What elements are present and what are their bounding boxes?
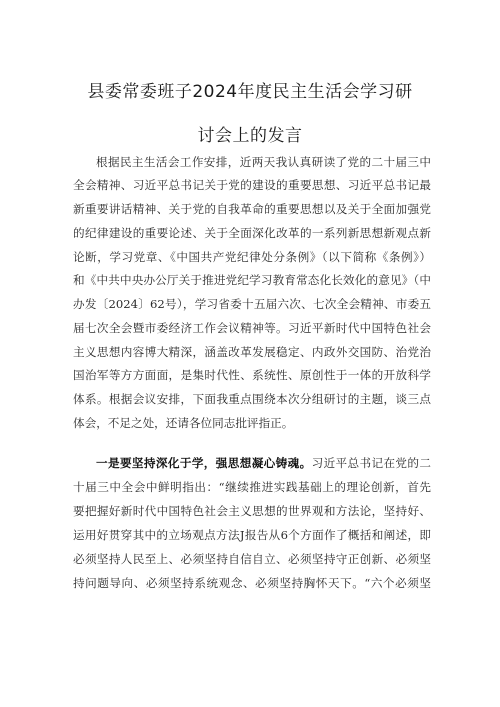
paragraph-1-line-11: 体系。根据会议安排，下面我重点围绕本次分组研讨的主题，谈三点	[73, 392, 431, 406]
paragraph-1-line-5: 论断，学习党章、《中国共产党纪律处分条例》（以下简称《条例》）	[73, 250, 431, 264]
paragraph-2-line-2: 十届三中全会中鲜明指出：“继续推进实践基础上的理论创新，首先	[73, 480, 431, 494]
paragraph-2-line-6: 持问题导向、必须坚持系统观念、必须坚持胸怀天下。“六个必须坚	[73, 576, 431, 590]
paragraph-1-line-7: 办发〔2024〕62号），学习省委十五届六次、七次全会精神、市委五	[73, 297, 431, 311]
paragraph-1-line-4: 的纪律建设的重要论述、关于全面深化改革的一系列新思想新观点新	[73, 226, 431, 240]
paragraph-2-line-3: 要把握好新时代中国特色社会主义思想的世界观和方法论，坚持好、	[73, 504, 431, 518]
paragraph-2-line-4: 运用好贯穿其中的立场观点方法J报告从6个方面作了概括和阐述，即	[73, 528, 431, 542]
paragraph-2-lead-rest: 习近平总书记在党的二	[311, 456, 431, 470]
paragraph-1-line-3: 新重要讲话精神、关于党的自我革命的重要思想以及关于全面加强党	[73, 202, 431, 216]
paragraph-1-line-10: 国治军等方方面面，是集时代性、系统性、原创性于一体的开放科学	[73, 368, 431, 382]
paragraph-1-line-2: 全会精神、习近平总书记关于党的建设的重要思想、习近平总书记最	[73, 178, 431, 192]
document-title-line-2: 讨会上的发言	[197, 126, 303, 146]
paragraph-1-line-9: 主义思想内容博大精深，涵盖改革发展稳定、内政外交国防、治党治	[73, 345, 431, 359]
paragraph-1-line-8: 届七次全会暨市委经济工作会议精神等。习近平新时代中国特色社会	[73, 321, 431, 335]
paragraph-1-line-12: 体会，不足之处，还请各位同志批评指正。	[73, 416, 294, 430]
paragraph-1-line-1: 根据民主生活会工作安排，近两天我认真研读了党的二十届三中	[96, 155, 431, 169]
paragraph-2-line-5: 必须坚持人民至上、必须坚持自信自立、必须坚持守正创新、必须坚	[73, 552, 431, 566]
paragraph-1-line-6: 和《中共中央办公厅关于推进党纪学习教育常态化长效化的意见》（中	[73, 273, 431, 287]
paragraph-2-lead-bold: 一是要坚持深化于学，强思想凝心铸魂。	[96, 456, 312, 470]
document-title-line-1: 县委常委班子2024年度民主生活会学习研	[87, 82, 413, 102]
paragraph-2-line-1	[96, 456, 431, 470]
